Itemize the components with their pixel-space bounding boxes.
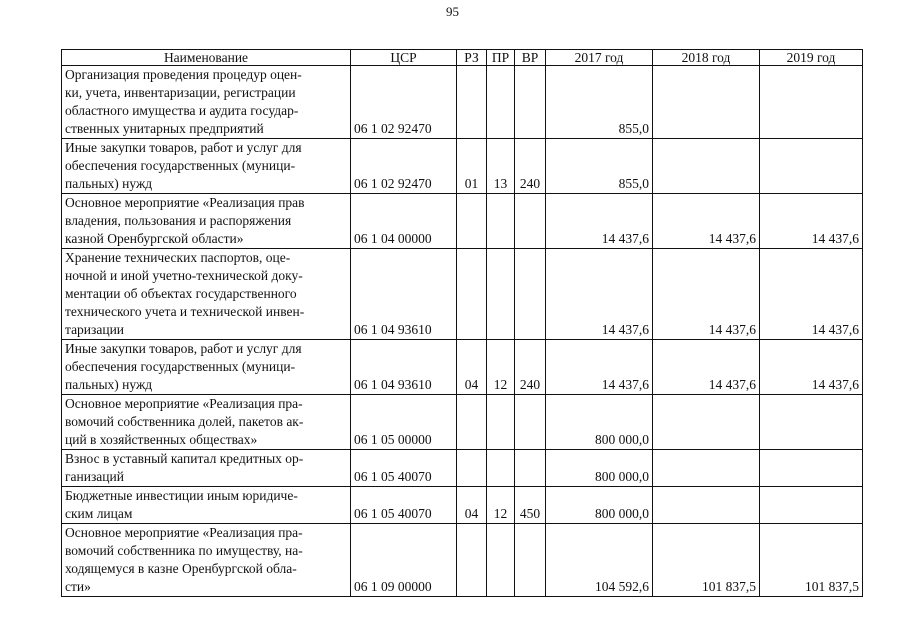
table-row <box>62 395 863 450</box>
row-rz <box>457 524 487 597</box>
table-row <box>62 66 863 139</box>
header-2019: 2019 год <box>760 50 863 66</box>
row-2017: 14 437,6 <box>546 340 653 395</box>
row-csr: 06 1 04 00000 <box>351 194 457 249</box>
table-row <box>62 450 863 487</box>
row-2018 <box>653 139 760 194</box>
header-name: Наименование <box>62 50 351 66</box>
header-2017: 2017 год <box>546 50 653 66</box>
row-pr: 12 <box>487 487 515 524</box>
row-vr: 240 <box>515 139 546 194</box>
row-2018 <box>653 66 760 139</box>
row-2019 <box>760 487 863 524</box>
row-vr: 240 <box>515 340 546 395</box>
row-vr <box>515 249 546 340</box>
table-row <box>62 524 863 597</box>
row-2018: 14 437,6 <box>653 194 760 249</box>
row-rz <box>457 450 487 487</box>
row-pr <box>487 194 515 249</box>
row-2019 <box>760 66 863 139</box>
row-2017: 800 000,0 <box>546 487 653 524</box>
row-2018 <box>653 487 760 524</box>
table-row <box>62 139 863 194</box>
row-csr: 06 1 02 92470 <box>351 66 457 139</box>
header-row <box>62 50 863 66</box>
row-rz <box>457 395 487 450</box>
row-csr: 06 1 04 93610 <box>351 340 457 395</box>
row-csr: 06 1 09 00000 <box>351 524 457 597</box>
row-vr: 450 <box>515 487 546 524</box>
row-2017: 800 000,0 <box>546 395 653 450</box>
row-name: Взнос в уставный капитал кредитных ор- ганизаций <box>62 450 351 487</box>
row-name: Иные закупки товаров, работ и услуг для обеспечения государственных (муници- пальных) нужд <box>62 139 351 194</box>
row-2019 <box>760 395 863 450</box>
row-name: Организация проведения процедур оцен- ки, учета, инвентаризации, регистрации областного имущества и аудита государ- ственных унитарных предприятий <box>62 66 351 139</box>
row-2019 <box>760 450 863 487</box>
row-name: Бюджетные инвестиции иным юридиче- ским лицам <box>62 487 351 524</box>
row-vr <box>515 524 546 597</box>
table-row <box>62 249 863 340</box>
row-pr <box>487 395 515 450</box>
row-rz: 01 <box>457 139 487 194</box>
header-csr: ЦСР <box>351 50 457 66</box>
row-rz: 04 <box>457 340 487 395</box>
row-csr: 06 1 02 92470 <box>351 139 457 194</box>
header-pr: ПР <box>487 50 515 66</box>
row-pr <box>487 450 515 487</box>
row-2018: 14 437,6 <box>653 249 760 340</box>
row-vr <box>515 194 546 249</box>
row-2019: 14 437,6 <box>760 249 863 340</box>
row-rz <box>457 194 487 249</box>
row-2018 <box>653 450 760 487</box>
row-2018: 14 437,6 <box>653 340 760 395</box>
row-2017: 104 592,6 <box>546 524 653 597</box>
row-2018 <box>653 395 760 450</box>
row-csr: 06 1 05 40070 <box>351 487 457 524</box>
row-vr <box>515 395 546 450</box>
header-vr: ВР <box>515 50 546 66</box>
row-2019 <box>760 139 863 194</box>
row-csr: 06 1 04 93610 <box>351 249 457 340</box>
row-rz <box>457 66 487 139</box>
row-pr <box>487 249 515 340</box>
row-name: Хранение технических паспортов, оце- ночной и иной учетно-технической доку- ментации об объектах государственного технического учета и технической инвен- таризации <box>62 249 351 340</box>
row-vr <box>515 450 546 487</box>
row-2019: 14 437,6 <box>760 194 863 249</box>
row-2019: 14 437,6 <box>760 340 863 395</box>
row-2017: 14 437,6 <box>546 194 653 249</box>
row-2017: 800 000,0 <box>546 450 653 487</box>
table-row <box>62 194 863 249</box>
row-name: Иные закупки товаров, работ и услуг для обеспечения государственных (муници- пальных) нужд <box>62 340 351 395</box>
row-pr <box>487 66 515 139</box>
budget-table <box>61 49 863 597</box>
row-2019: 101 837,5 <box>760 524 863 597</box>
row-csr: 06 1 05 00000 <box>351 395 457 450</box>
row-2017: 14 437,6 <box>546 249 653 340</box>
table-row <box>62 487 863 524</box>
row-2017: 855,0 <box>546 139 653 194</box>
row-name: Основное мероприятие «Реализация пра- вомочий собственника по имуществу, на- ходящемуся в казне Оренбургской обла- сти» <box>62 524 351 597</box>
header-rz: РЗ <box>457 50 487 66</box>
row-rz: 04 <box>457 487 487 524</box>
row-pr: 12 <box>487 340 515 395</box>
header-2018: 2018 год <box>653 50 760 66</box>
row-rz <box>457 249 487 340</box>
row-name: Основное мероприятие «Реализация прав владения, пользования и распоряжения казной Оренбургской области» <box>62 194 351 249</box>
row-2018: 101 837,5 <box>653 524 760 597</box>
row-vr <box>515 66 546 139</box>
row-pr: 13 <box>487 139 515 194</box>
row-name: Основное мероприятие «Реализация пра- вомочий собственника долей, пакетов ак- ций в хозяйственных обществах» <box>62 395 351 450</box>
row-csr: 06 1 05 40070 <box>351 450 457 487</box>
table-row <box>62 340 863 395</box>
row-2017: 855,0 <box>546 66 653 139</box>
row-pr <box>487 524 515 597</box>
page-number: 95 <box>446 4 459 19</box>
